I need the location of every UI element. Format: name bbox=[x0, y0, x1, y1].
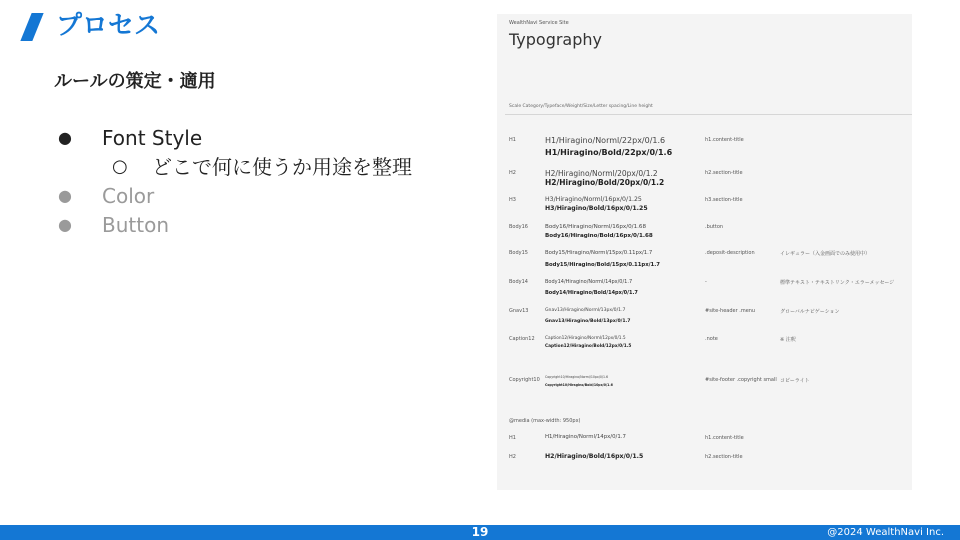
copyright: @2024 WealthNavi Inc. bbox=[827, 527, 944, 538]
row-normal-sample: Body15/Hiragino/Norml/15px/0.11px/1.7 bbox=[545, 250, 653, 256]
row-normal-sample: Body14/Hiragino/Norml/14px/0/1.7 bbox=[545, 279, 633, 285]
bullet-text: Font Style bbox=[102, 126, 203, 150]
bullet-marker: ● bbox=[58, 215, 72, 234]
row-bold-sample: Copyright10/Hiragino/Bold/10px/0/1.6 bbox=[545, 383, 613, 387]
row-category: H1 bbox=[509, 137, 516, 143]
slide-title: プロセス bbox=[56, 11, 161, 41]
row-class: h3.section-title bbox=[705, 197, 743, 203]
screenshot-heading: Typography bbox=[509, 30, 602, 49]
row-bold-sample: Body14/Hiragino/Bold/14px/0/1.7 bbox=[545, 290, 638, 296]
page-number: 19 bbox=[471, 525, 489, 539]
bullet-marker: ● bbox=[58, 186, 72, 205]
typography-spec-screenshot bbox=[497, 14, 912, 490]
row-usage: グローバルナビゲーション bbox=[780, 309, 840, 315]
footer-bar bbox=[0, 525, 960, 540]
row-class: - bbox=[705, 279, 707, 285]
row-bold-sample: H2/Hiragino/Bold/20px/0/1.2 bbox=[545, 178, 665, 187]
row-bold-sample: Gnav13/Hiragino/Bold/13px/0/1.7 bbox=[545, 319, 631, 324]
slide-subtitle: ルールの策定・適用 bbox=[54, 71, 216, 92]
row-bold-sample: H1/Hiragino/Bold/22px/0/1.6 bbox=[545, 148, 673, 157]
sub-bullet-text: どこで何に使うか用途を整理 bbox=[152, 155, 412, 179]
bullet-text: Button bbox=[102, 213, 169, 237]
scale-header: Scale Category/Typeface/Weight/Size/Letter spacing/Line height bbox=[509, 104, 653, 109]
row-bold-sample: Body15/Hiragino/Bold/15px/0.11px/1.7 bbox=[545, 262, 660, 268]
type-row-body14 bbox=[497, 279, 912, 299]
row-category: Body14 bbox=[509, 279, 528, 285]
row-category: Copyright10 bbox=[509, 377, 540, 383]
type-row-body15 bbox=[497, 250, 912, 270]
row-normal-sample: H2/Hiragino/Norml/20px/0/1.2 bbox=[545, 169, 658, 178]
row-category: Gnav13 bbox=[509, 308, 529, 314]
row-class: .deposit-description bbox=[705, 250, 755, 256]
site-label: WealthNavi Service Site bbox=[509, 20, 569, 26]
type-row-copyright10 bbox=[497, 375, 912, 395]
row-category: Body15 bbox=[509, 250, 528, 256]
media-query-label: @media (max-width: 950px) bbox=[509, 418, 581, 424]
row-class: .button bbox=[705, 224, 724, 230]
row-class: h2.section-title bbox=[705, 170, 743, 176]
row-bold-sample: Body16/Hiragino/Bold/16px/0/1.68 bbox=[545, 233, 653, 239]
row-usage: イレギュラー（入金画面でのみ使用中） bbox=[780, 251, 871, 257]
type-row-h3 bbox=[497, 197, 912, 217]
row-normal-sample: H1/Hiragino/Norml/22px/0/1.6 bbox=[545, 136, 666, 145]
type-row-caption12 bbox=[497, 336, 912, 356]
row-category: H3 bbox=[509, 197, 516, 203]
row-category: H2 bbox=[509, 454, 516, 460]
divider bbox=[505, 114, 912, 115]
row-normal-sample: H3/Hiragino/Norml/16px/0/1.25 bbox=[545, 196, 642, 203]
row-category: H2 bbox=[509, 170, 516, 176]
type-row-body16 bbox=[497, 224, 912, 244]
media-row-h2 bbox=[497, 453, 912, 473]
type-row-h1 bbox=[497, 137, 912, 157]
bullet-text: Color bbox=[102, 184, 155, 208]
row-normal-sample: Caption12/Hiragino/Norml/12px/0/1.5 bbox=[545, 336, 626, 341]
row-sample: H1/Hiragino/Norml/14px/0/1.7 bbox=[545, 434, 626, 440]
row-usage: 標準テキスト・テキストリンク・エラーメッセージ bbox=[780, 280, 895, 286]
row-usage: ※ 注釈 bbox=[780, 337, 796, 343]
row-normal-sample: Copyright10/Hiragino/Norml/10px/0/1.6 bbox=[545, 375, 609, 379]
row-class: .note bbox=[705, 336, 718, 342]
row-usage: コピーライト bbox=[780, 378, 810, 384]
row-class: h1.content-title bbox=[705, 435, 744, 441]
row-normal-sample: Body16/Hiragino/Norml/16px/0/1.68 bbox=[545, 224, 647, 230]
media-row-h1 bbox=[497, 434, 912, 454]
bullet-marker: ● bbox=[58, 128, 72, 147]
row-class: #site-footer .copyright small bbox=[705, 377, 777, 383]
type-row-h2 bbox=[497, 170, 912, 190]
row-class: h1.content-title bbox=[705, 137, 744, 143]
row-class: h2.section-title bbox=[705, 454, 743, 460]
row-class: #site-header .menu bbox=[705, 308, 756, 314]
row-category: Body16 bbox=[509, 224, 528, 230]
row-normal-sample: Gnav13/Hiragino/Norml/13px/0/1.7 bbox=[545, 308, 626, 313]
title-accent-mark bbox=[20, 13, 43, 41]
row-category: Caption12 bbox=[509, 336, 535, 342]
sub-bullet-marker: ○ bbox=[112, 156, 128, 177]
type-row-gnav13 bbox=[497, 308, 912, 328]
row-bold-sample: Caption12/Hiragino/Bold/12px/0/1.5 bbox=[545, 344, 632, 349]
row-bold-sample: H3/Hiragino/Bold/16px/0/1.25 bbox=[545, 205, 648, 212]
row-category: H1 bbox=[509, 435, 516, 441]
row-sample: H2/Hiragino/Bold/16px/0/1.5 bbox=[545, 453, 644, 460]
